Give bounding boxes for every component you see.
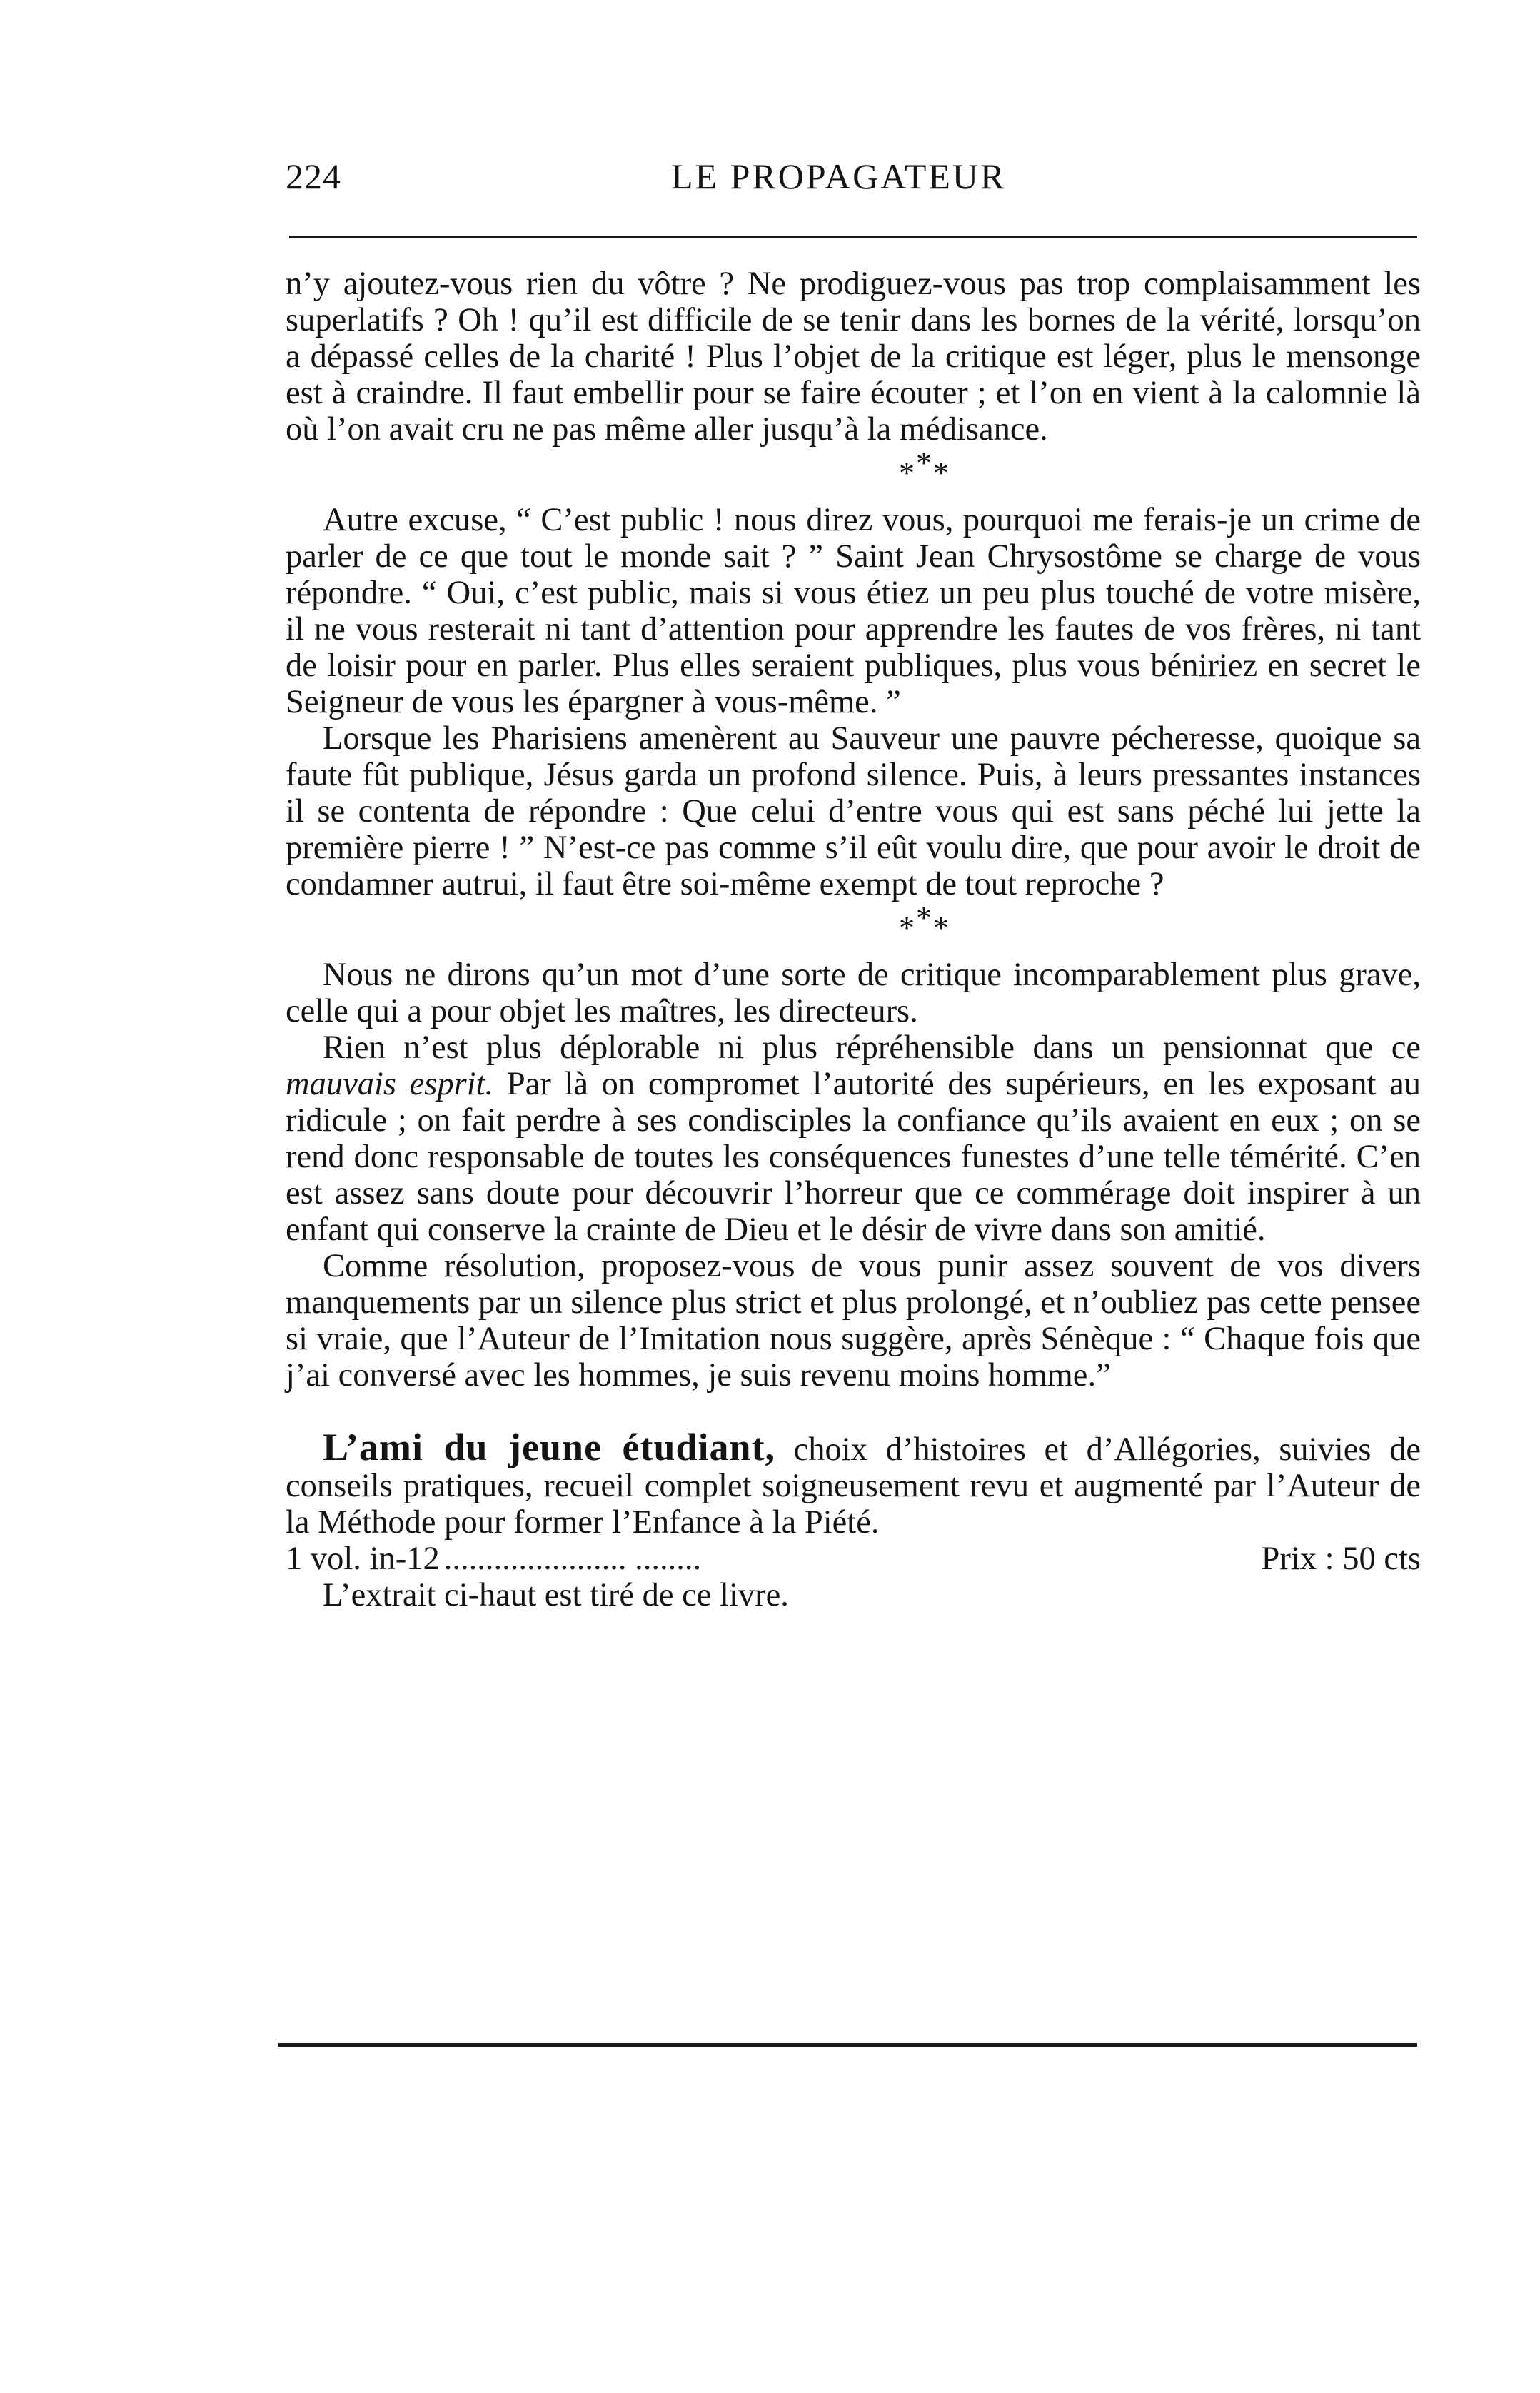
leader-dots: ...................... ........ — [443, 1541, 702, 1577]
book-title: L’ami du jeune étudiant, — [323, 1426, 776, 1468]
extract-note: L’extrait ci-haut est tiré de ce livre. — [323, 1577, 789, 1613]
page-number: 224 — [286, 156, 341, 196]
section-asterism: *** — [899, 445, 950, 490]
book-description: choix d’histoires et d’Allégories, suivies de conseils pratiques, recueil complet soigneusement revu et augmenté par l’Auteur de la Méthode pour former l’Enfance à la Piété. — [286, 1431, 1421, 1541]
book-notice — [286, 1426, 1421, 1541]
paragraph-public-excuse: Autre excuse, “ C’est public ! nous direz vous, pourquoi me ferais-je un crime de parler de ce que tout le monde sait ? ” Saint Jean Chrysostôme se charge de vous répondre. “ Oui, c’est public, mais si vous étiez un peu plus touché de votre misère, il ne vous resterait ni tant d’attention pour apprendre les fautes de vos frères, ni tant de loisir pour en parler. Plus elles seraient publiques, plus vous béniriez en secret le Seigneur de vous les épargner à vous-même. ” — [286, 502, 1421, 720]
header-rule — [289, 236, 1417, 238]
paragraph-pharisees: Lorsque les Pharisiens amenèrent au Sauveur une pauvre pécheresse, quoique sa faute fût publique, Jésus garda un profond silence. Puis, à leurs pressantes instances il se contenta de répondre : Que celui d’entre vous qui est sans péché lui jette la première pierre ! ” N’est-ce pas comme s’il eût voulu dire, que pour avoir le droit de condamner autrui, il faut être soi-même exempt de tout reproche ? — [286, 720, 1421, 902]
section-asterism: *** — [899, 900, 950, 945]
book-format: 1 vol. in-12 — [286, 1541, 440, 1577]
page-header — [286, 156, 1421, 206]
paragraph-critique-masters: Nous ne dirons qu’un mot d’une sorte de critique incomparablement plus grave, celle qui a pour objet les maîtres, les directeurs. — [286, 957, 1421, 1029]
paragraph-resolution: Comme résolution, proposez-vous de vous punir assez souvent de vos divers manquements par un silence plus strict et plus prolongé, et n’oubliez pas cette pensee si vraie, que l’Auteur de l’Imitation nous suggère, après Sénèque : “ Chaque fois que j’ai conversé avec les hommes, je suis revenu moins homme.” — [286, 1248, 1421, 1394]
paragraph-bad-spirit: Rien n’est plus déplorable ni plus répréhensible dans un pensionnat que ce mauvais esprit. Par là on compromet l’autorité des supérieurs, en les exposant au ridicule ; on fait perdre à ses condisciples la confiance qu’ils avaient en eux ; on se rend donc responsable de toutes les conséquences funestes d’une telle témérité. C’en est assez sans doute pour découvrir l’horreur que ce commérage doit inspirer à un enfant qui conserve la crainte de Dieu et le désir de vivre dans son amitié. — [286, 1029, 1421, 1248]
body-text — [286, 266, 1421, 1613]
running-head: LE PROPAGATEUR — [671, 156, 1007, 196]
footer-rule — [278, 2043, 1417, 2047]
price-line — [286, 1541, 1421, 1577]
book-price: Prix : 50 cts — [1261, 1541, 1421, 1577]
paragraph-continuation: n’y ajoutez-vous rien du vôtre ? Ne prodiguez-vous pas trop complaisamment les superlatifs ? Oh ! qu’il est difficile de se tenir dans les bornes de la vérité, lorsqu’on a dépassé celles de la charité ! Plus l’objet de la critique est léger, plus le mensonge est à craindre. Il faut embellir pour se faire écouter ; et l’on en vient à la calomnie là où l’on avait cru ne pas même aller jusqu’à la médisance. — [286, 266, 1421, 448]
